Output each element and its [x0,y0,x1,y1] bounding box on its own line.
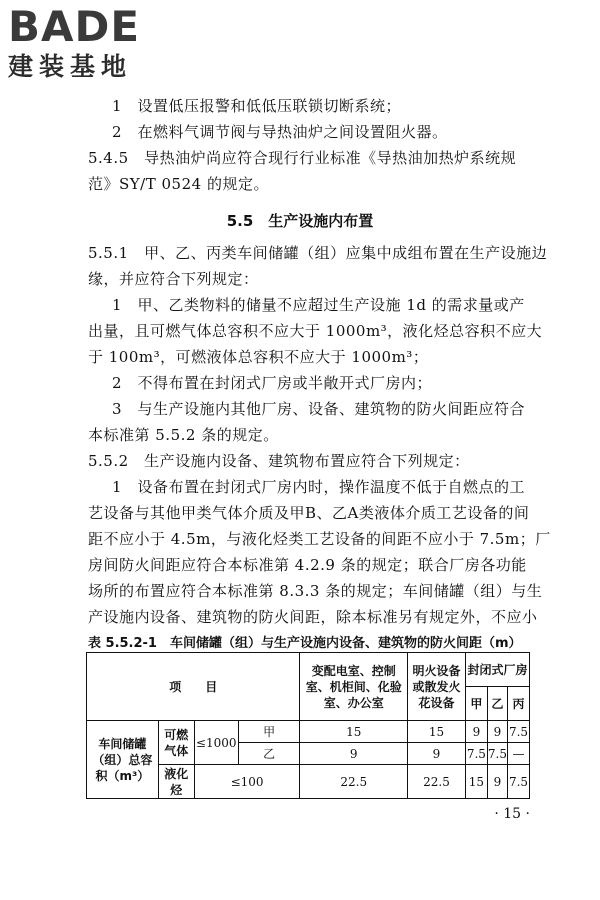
table-cell: 9 [487,765,507,799]
table-cell: — [507,743,529,765]
clause-551-line: 2 不得布置在封闭式厂房或半敞开式厂房内； [112,374,433,392]
table-cell: 7.5 [507,765,529,799]
bade-logo [8,4,183,82]
table-cell: 22.5 [300,765,408,799]
table-cell: 7.5 [465,743,487,765]
text-line: 1 设置低压报警和低低压联锁切断系统； [112,97,402,115]
lh-label: 液化烃 [158,765,194,799]
table-cell: 9 [465,721,487,743]
fire-distance-table [86,652,530,799]
clause-551-line: 缘，并应符合下列规定： [88,270,259,288]
clause-552-line: 距不应小于 4.5m，与液化烃类工艺设备的间距不应小于 7.5m；厂 [88,530,551,548]
table-cell: 15 [465,765,487,799]
clause-551-line: 1 甲、乙类物料的储量不应超过生产设施 1d 的需求量或产 [112,296,525,314]
clause-552-line: 房间防火间距应符合本标准第 4.2.9 条的规定；联合厂房各功能 [88,556,527,574]
table-cell: 22.5 [408,765,466,799]
clause-552-line: 5.5.2 生产设施内设备、建筑物布置应符合下列规定： [88,452,470,470]
logo-subtitle: 建装基地 [8,52,133,81]
table-caption: 表 5.5.2-1 车间储罐（组）与生产设施内设备、建筑物的防火间距（m） [88,636,522,651]
header-item: 项 目 [87,653,300,721]
header-open-flame: 明火设备或散发火花设备 [408,653,466,721]
header-jia: 甲 [465,687,487,721]
gas-volume: ≤1000 [194,721,238,765]
table-cell: 15 [300,721,408,743]
lh-volume: ≤100 [194,765,300,799]
clause-551-line: 本标准第 5.5.2 条的规定。 [88,426,279,444]
clause-552-line: 1 设备布置在封闭式厂房内时，操作温度不低于自燃点的工 [112,478,526,496]
clause-551-line: 3 与生产设施内其他厂房、设备、建筑物的防火间距应符合 [112,400,526,418]
text-line: 2 在燃料气调节阀与导热油炉之间设置阻火器。 [112,123,448,141]
clause-551-line: 于 100m³，可燃液体总容积不应大于 1000m³； [88,348,429,366]
clause-551-line: 出量，且可燃气体总容积不应大于 1000m³，液化烃总容积不应大 [88,322,543,340]
gas-sub-jia: 甲 [238,721,300,743]
table-cell: 15 [408,721,466,743]
gas-label: 可燃气体 [158,721,194,765]
clause-545: 5.4.5 导热油炉尚应符合现行行业标准《导热油加热炉系统规 [88,149,517,167]
header-control-room: 变配电室、控制室、机柜间、化验室、办公室 [300,653,408,721]
row-label: 车间储罐（组）总容积（m³） [87,721,159,799]
logo-brand: BADE [8,2,141,51]
clause-552-line: 产设施内设备、建筑物的防火间距，除本标准另有规定外，不应小 [88,608,538,626]
header-yi: 乙 [487,687,507,721]
section-title: 5.5 生产设施内布置 [226,212,374,230]
table-cell: 9 [408,743,466,765]
table-cell: 9 [300,743,408,765]
clause-552-line: 艺设备与其他甲类气体介质及甲B、乙A类液体介质工艺设备的间 [88,504,530,522]
gas-sub-yi: 乙 [238,743,300,765]
table-cell: 7.5 [487,743,507,765]
clause-551-line: 5.5.1 甲、乙、丙类车间储罐（组）应集中成组布置在生产设施边 [88,244,548,262]
page-number: · 15 · [494,806,530,822]
header-closed-building: 封闭式厂房 [465,653,529,687]
header-bing: 丙 [507,687,529,721]
table-cell: 7.5 [507,721,529,743]
clause-552-line: 场所的布置应符合本标准第 8.3.3 条的规定；车间储罐（组）与生 [88,582,543,600]
text-line: 范》SY/T 0524 的规定。 [88,175,269,193]
table-cell: 9 [487,721,507,743]
